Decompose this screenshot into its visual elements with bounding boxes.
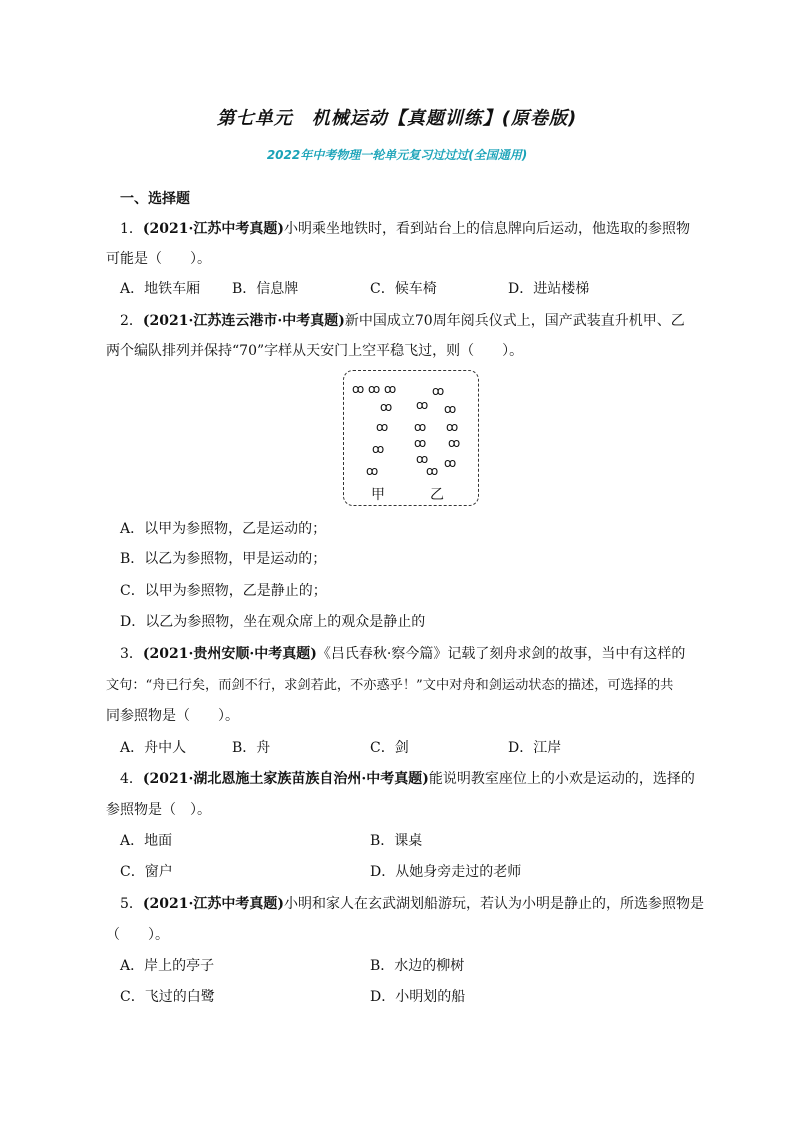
q2-option-c: C．以甲为参照物，乙是静止的； bbox=[120, 583, 327, 599]
q4-option-d: D．从她身旁走过的老师 bbox=[370, 864, 522, 880]
section-heading: 一、选择题 bbox=[120, 191, 190, 207]
formation-figure bbox=[343, 370, 479, 506]
helicopter-icon: ꝏ bbox=[372, 442, 385, 456]
q3-option-b: B．舟 bbox=[232, 740, 271, 756]
question-source: (2021·江苏连云港市·中考真题) bbox=[142, 313, 345, 329]
q1-option-b: B．信息牌 bbox=[232, 281, 299, 297]
question-text: 新中国成立70周年阅兵仪式上，国产武装直升机甲、乙 bbox=[344, 313, 685, 329]
helicopter-icon: ꝏ bbox=[414, 436, 427, 450]
helicopter-icon: ꝏ bbox=[366, 464, 379, 478]
q5-option-c: C．飞过的白鹭 bbox=[120, 989, 215, 1005]
q1-option-c: C．候车椅 bbox=[370, 281, 437, 297]
helicopter-icon: ꝏ bbox=[352, 382, 365, 396]
page-title: 第七单元 机械运动【真题训练】(原卷版) bbox=[216, 108, 578, 129]
question-text: 《吕氏春秋·察今篇》记载了刻舟求剑的故事，当中有这样的 bbox=[316, 646, 686, 662]
q3-option-a: A．舟中人 bbox=[120, 740, 187, 756]
q3-option-d: D．江岸 bbox=[508, 740, 562, 756]
question-text: 能说明教室座位上的小欢是运动的，选择的 bbox=[428, 771, 695, 787]
q3-option-c: C．剑 bbox=[370, 740, 409, 756]
helicopter-icon: ꝏ bbox=[446, 420, 459, 434]
question-4-line-2: 参照物是（ ）。 bbox=[106, 802, 211, 818]
q4-option-a: A．地面 bbox=[120, 833, 173, 849]
q2-option-b: B．以乙为参照物，甲是运动的； bbox=[120, 551, 327, 567]
question-1-line-2: 可能是（ ）。 bbox=[106, 251, 211, 267]
q4-option-c: C．窗户 bbox=[120, 864, 173, 880]
helicopter-icon: ꝏ bbox=[384, 382, 397, 396]
question-number: 5． bbox=[120, 896, 143, 912]
q2-option-a: A．以甲为参照物，乙是运动的； bbox=[120, 521, 327, 537]
q5-option-a: A．岸上的亭子 bbox=[120, 958, 215, 974]
page-subtitle: 2022年中考物理一轮单元复习过过过(全国通用) bbox=[266, 148, 528, 162]
question-3-line-2: 文句：“舟已行矣，而剑不行，求剑若此，不亦惑乎！”文中对舟和剑运动状态的描述，可选择的共 bbox=[106, 678, 674, 693]
question-5-line-1 bbox=[120, 893, 704, 913]
figure-label-yi: 乙 bbox=[430, 487, 444, 503]
helicopter-icon: ꝏ bbox=[414, 420, 427, 434]
helicopter-icon: ꝏ bbox=[432, 384, 445, 398]
q1-option-d: D．进站楼梯 bbox=[508, 281, 590, 297]
question-2-line-2: 两个编队排列并保持“70”字样从天安门上空平稳飞过，则（ ）。 bbox=[106, 343, 524, 359]
question-2-line-1 bbox=[120, 310, 685, 330]
question-source: (2021·湖北恩施土家族苗族自治州·中考真题) bbox=[142, 771, 429, 787]
question-number: 1． bbox=[120, 221, 143, 237]
helicopter-icon: ꝏ bbox=[368, 382, 381, 396]
helicopter-icon: ꝏ bbox=[416, 398, 429, 412]
question-4-line-1 bbox=[120, 768, 695, 788]
question-source: (2021·江苏中考真题) bbox=[142, 896, 285, 912]
helicopter-icon: ꝏ bbox=[448, 436, 461, 450]
q5-option-b: B．水边的柳树 bbox=[370, 958, 465, 974]
question-1-line-1 bbox=[120, 218, 690, 238]
figure-label-jia: 甲 bbox=[371, 487, 385, 503]
q4-option-b: B．课桌 bbox=[370, 833, 423, 849]
question-text: 小明乘坐地铁时，看到站台上的信息牌向后运动，他选取的参照物 bbox=[284, 221, 691, 237]
question-5-line-2: （ ）。 bbox=[106, 927, 169, 943]
question-number: 3． bbox=[120, 646, 143, 662]
question-source: (2021·贵州安顺·中考真题) bbox=[142, 646, 317, 662]
helicopter-icon: ꝏ bbox=[380, 400, 393, 414]
question-number: 4． bbox=[120, 771, 143, 787]
question-3-line-3: 同参照物是（ ）。 bbox=[106, 708, 239, 724]
question-number: 2． bbox=[120, 313, 143, 329]
q1-option-a: A．地铁车厢 bbox=[120, 281, 201, 297]
question-source: (2021·江苏中考真题) bbox=[142, 221, 285, 237]
q2-option-d: D．以乙为参照物，坐在观众席上的观众是静止的 bbox=[120, 614, 426, 630]
helicopter-icon: ꝏ bbox=[426, 464, 439, 478]
question-3-line-1 bbox=[120, 643, 685, 663]
q5-option-d: D．小明划的船 bbox=[370, 989, 466, 1005]
helicopter-icon: ꝏ bbox=[416, 452, 429, 466]
helicopter-icon: ꝏ bbox=[444, 402, 457, 416]
helicopter-icon: ꝏ bbox=[376, 420, 389, 434]
helicopter-icon: ꝏ bbox=[444, 456, 457, 470]
question-text: 小明和家人在玄武湖划船游玩，若认为小明是静止的，所选参照物是 bbox=[284, 896, 705, 912]
